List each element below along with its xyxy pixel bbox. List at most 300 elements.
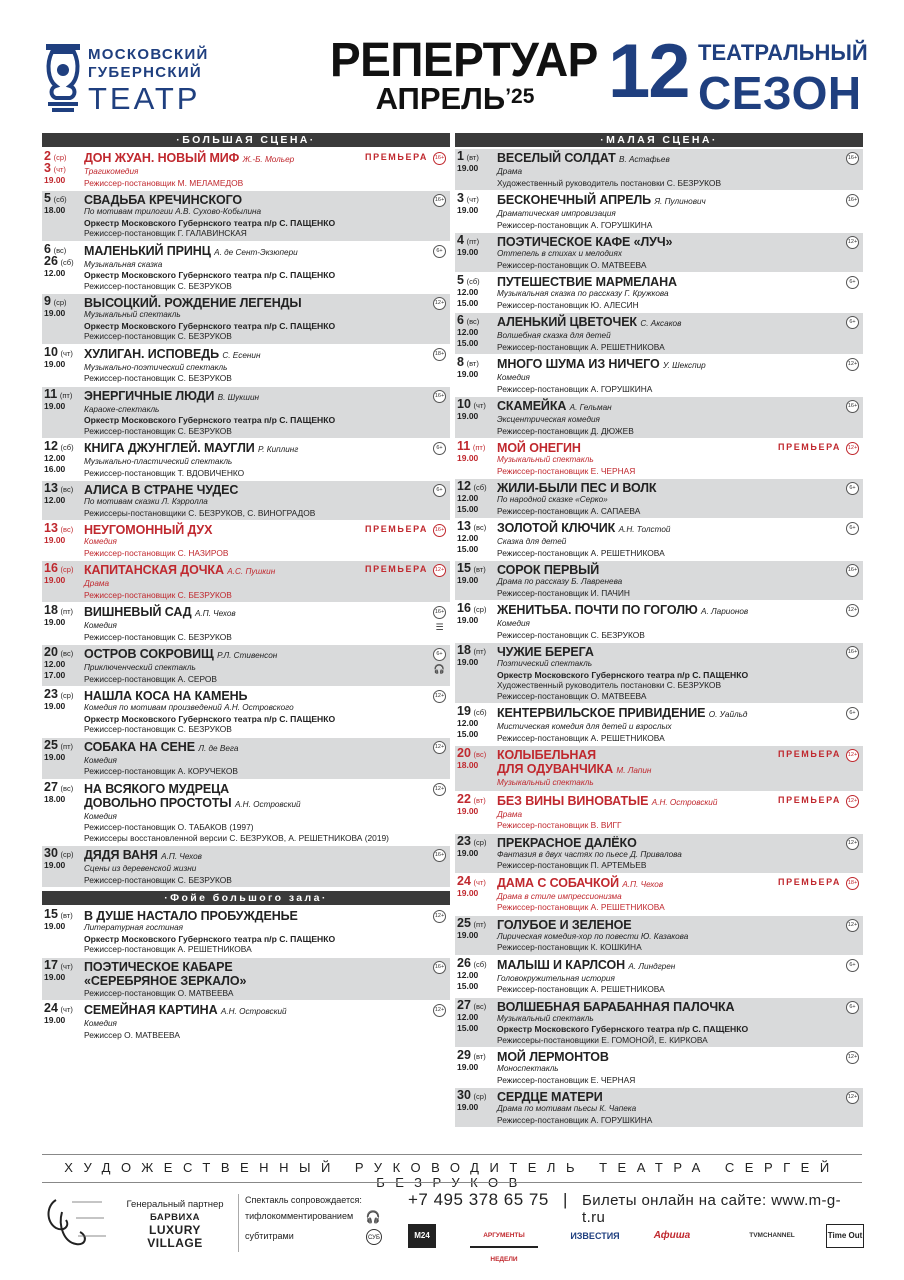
premiere-badge: ПРЕМЬЕРА — [365, 152, 428, 162]
event-date — [457, 315, 497, 327]
event-weekday: (ср) — [473, 605, 487, 614]
event-row[interactable] — [455, 956, 863, 998]
event-genre: Волшебная сказка для детей — [497, 331, 611, 340]
age-rating-badge: 12+ — [433, 564, 446, 577]
event-credit: Режиссер-постановщик Е. ЧЕРНАЯ — [497, 465, 636, 476]
event-title-text: ВОЛШЕБНАЯ БАРАБАННАЯ ПАЛОЧКА — [497, 999, 735, 1014]
event-title — [497, 706, 863, 722]
event-title — [84, 689, 450, 703]
event-day: 6 — [457, 313, 464, 327]
age-rating-badge: 12+ — [433, 910, 446, 923]
age-rating-badge: 12+ — [846, 358, 859, 371]
event-row[interactable] — [455, 519, 863, 561]
event-genre: Комедия — [84, 755, 117, 765]
event-title-text: МОЙ ЛЕРМОНТОВ — [497, 1050, 609, 1064]
age-rating-badge: 16+ — [433, 390, 446, 403]
event-row[interactable] — [42, 387, 450, 440]
accessibility-info — [238, 1194, 388, 1252]
event-genre: По мотивам сказки Л. Кэрролла — [84, 497, 208, 506]
event-weekday: (чт) — [53, 165, 66, 174]
age-rating-badge: 12+ — [433, 297, 446, 310]
event-row[interactable] — [42, 481, 450, 521]
event-credit: Режиссер-постановщик Ю. АЛЕСИН — [497, 299, 639, 310]
event-date — [457, 235, 497, 247]
event-day: 15 — [457, 561, 471, 575]
event-title-text: ГОЛУБОЕ И ЗЕЛЕНОЕ — [497, 917, 632, 932]
event-title — [497, 563, 863, 577]
event-time: 19.00 — [44, 701, 66, 711]
event-time: 19.00 — [44, 535, 66, 545]
event-date — [457, 997, 497, 1012]
event-day: 22 — [457, 791, 471, 806]
event-genre: Драма по мотивам пьесы К. Чапека — [497, 1104, 637, 1113]
event-time: 12.00 — [457, 287, 479, 297]
event-dates — [457, 193, 497, 216]
event-day: 8 — [457, 355, 464, 369]
event-credit: Режиссер-постановщик А. КОРУЧЕКОВ — [84, 766, 238, 776]
event-title-text: ЖИЛИ-БЫЛИ ПЕС И ВОЛК — [497, 481, 657, 495]
event-weekday: (сб) — [60, 257, 74, 267]
event-credit: Оркестр Московского Губернского театра п/р С. ПАЩЕНКО — [84, 933, 336, 944]
event-date — [44, 344, 84, 359]
event-title-text: НАШЛА КОСА НА КАМЕНЬ — [84, 689, 248, 703]
event-weekday: (вт) — [466, 153, 479, 162]
event-weekday: (вс) — [473, 523, 487, 532]
event-weekday: (вт) — [60, 911, 73, 920]
event-genre: Драма — [497, 809, 523, 819]
event-time: 19.00 — [44, 358, 66, 369]
event-dates — [457, 748, 497, 771]
tvm-channel-logo[interactable]: TVMCHANNEL — [749, 1232, 795, 1239]
general-partner[interactable] — [120, 1198, 230, 1250]
event-title-text: СКАМЕЙКА — [497, 399, 567, 413]
tickets-online — [582, 1192, 864, 1226]
event-row[interactable] — [42, 191, 450, 242]
age-rating-badge: 16+ — [846, 400, 859, 413]
event-row[interactable] — [42, 561, 450, 603]
event-dates — [457, 399, 497, 422]
event-weekday: (сб) — [53, 195, 67, 204]
event-time: 12.00 — [44, 495, 66, 505]
event-credit: Оркестр Московского Губернского театра п/р С. ПАЩЕНКО — [84, 415, 336, 425]
event-genre: Драма в стиле импрессионизма — [497, 891, 622, 901]
event-row[interactable] — [42, 645, 450, 687]
event-day: 5 — [44, 191, 51, 205]
event-title — [497, 836, 863, 850]
event-row[interactable] — [42, 521, 450, 561]
event-dates — [44, 441, 84, 475]
event-date — [457, 748, 497, 760]
event-title-text: АЛИСА В СТРАНЕ ЧУДЕС — [84, 483, 239, 497]
event-title — [84, 740, 450, 756]
event-credit: Режиссер-постановщик С. БЕЗРУКОВ — [84, 373, 232, 383]
tickets-label: Билеты онлайн на сайте: — [582, 1192, 767, 1209]
event-weekday: (ср) — [53, 153, 67, 162]
season-badge — [608, 29, 868, 122]
age-rating-badge: 18+ — [433, 348, 446, 361]
event-credit: Режиссер-постановщик А. РЕШЕТНИКОВА — [497, 341, 665, 352]
event-date — [457, 441, 497, 453]
event-row[interactable] — [455, 191, 863, 233]
subtitles-icon: СУБ — [366, 1229, 382, 1245]
argumenty-logo[interactable]: АРГУМЕНТЫ НЕДЕЛИ — [470, 1224, 538, 1248]
event-weekday: (сб) — [473, 959, 487, 969]
event-dates — [457, 521, 497, 555]
event-row[interactable] — [455, 561, 863, 601]
event-author: А.Н. Островский — [234, 799, 301, 809]
age-rating-badge: 16+ — [433, 849, 446, 862]
event-credit: Режиссер-постановщик С. БЕЗРУКОВ — [497, 629, 645, 640]
event-day: 5 — [457, 273, 464, 287]
event-row[interactable] — [455, 397, 863, 439]
event-row[interactable] — [42, 907, 450, 958]
event-weekday: (ср) — [473, 837, 487, 847]
event-time: 15.00 — [457, 298, 479, 308]
event-date — [44, 296, 84, 308]
event-row[interactable] — [42, 738, 450, 780]
event-weekday: (пт) — [60, 607, 74, 616]
event-dates — [44, 241, 84, 279]
event-date — [44, 848, 84, 860]
event-credit: Оркестр Московского Губернского театра п/р С. ПАЩЕНКО — [497, 1024, 749, 1034]
event-author: А. Гельман — [569, 403, 612, 412]
event-title — [497, 357, 863, 373]
section-foyer: ·Фойе большого зала· — [42, 891, 450, 905]
event-weekday: (сб) — [60, 443, 74, 452]
event-date — [457, 1050, 497, 1062]
event-author: А. Ларионов — [701, 607, 749, 616]
event-row[interactable] — [455, 273, 863, 313]
event-author: Я. Пулинович — [654, 197, 706, 206]
event-dates — [44, 563, 84, 586]
event-genre: Комедия — [497, 373, 530, 382]
event-date — [457, 563, 497, 575]
event-title — [84, 483, 450, 497]
event-title — [497, 1050, 863, 1064]
event-credit: Оркестр Московского Губернского театра п/р С. ПАЩЕНКО — [84, 217, 336, 228]
event-title-text: ПОЭТИЧЕСКОЕ КАБАРЕ — [84, 959, 233, 974]
event-time: 12.00 — [457, 327, 479, 337]
event-title-text: ПОЭТИЧЕСКОЕ КАФЕ «ЛУЧ» — [497, 235, 673, 249]
event-date — [457, 521, 497, 533]
m24-logo[interactable]: M24 — [408, 1224, 436, 1248]
event-time: 19.00 — [457, 1102, 479, 1112]
repertoire-title — [330, 31, 598, 116]
event-credit: Режиссер-постановщик П. АРТЕМЬЕВ — [497, 860, 647, 870]
event-genre: Моноспектакль — [497, 1064, 559, 1073]
event-dates — [457, 315, 497, 349]
event-row[interactable] — [42, 149, 450, 191]
event-row[interactable] — [455, 439, 863, 479]
event-genre: Трагикомедия — [84, 167, 139, 176]
event-row[interactable] — [42, 345, 450, 387]
event-weekday: (чт) — [473, 401, 486, 410]
event-row[interactable] — [455, 998, 863, 1049]
event-time: 15.00 — [457, 338, 479, 348]
footer-separator: | — [563, 1190, 568, 1209]
event-author: В. Астафьев — [619, 155, 670, 164]
event-author: Л. де Вега — [198, 743, 239, 753]
event-weekday: (сб) — [466, 277, 480, 286]
event-title-text: МНОГО ШУМА ИЗ НИЧЕГО — [497, 357, 660, 371]
event-row[interactable] — [455, 149, 863, 191]
event-day: 12 — [44, 439, 58, 453]
event-row[interactable] — [455, 233, 863, 273]
event-genre: Музыкальный спектакль — [497, 455, 594, 464]
event-genre: Комедия — [84, 537, 117, 546]
event-author: А.Н. Толстой — [618, 525, 671, 534]
age-rating-badge: 12+ — [846, 795, 859, 808]
event-time: 19.00 — [457, 805, 479, 816]
event-title — [497, 603, 863, 619]
event-dates — [44, 523, 84, 546]
month-label: АПРЕЛЬ — [375, 81, 506, 116]
premiere-badge: ПРЕМЬЕРА — [778, 749, 841, 759]
event-title-text: СОРОК ПЕРВЫЙ — [497, 563, 600, 577]
event-title — [497, 1090, 863, 1104]
event-day: 6 — [44, 241, 51, 256]
event-date — [44, 957, 84, 972]
event-dates — [44, 386, 84, 412]
event-row[interactable] — [42, 294, 450, 345]
event-author: А.С. Пушкин — [227, 567, 276, 576]
event-credit: Режиссер-постановщик А. РЕШЕТНИКОВА — [84, 944, 252, 954]
event-row[interactable] — [42, 958, 450, 1002]
event-row[interactable] — [455, 746, 863, 792]
event-dates — [44, 296, 84, 319]
event-time: 19.00 — [44, 175, 66, 185]
section-big-stage: ·БОЛЬШАЯ СЦЕНА· — [42, 133, 450, 147]
event-row[interactable] — [455, 1088, 863, 1128]
event-day: 26 — [457, 955, 471, 970]
age-rating-badge: 6+ — [433, 648, 446, 661]
event-genre: Музыкальный спектакль — [497, 1013, 594, 1023]
event-dates — [457, 1050, 497, 1073]
event-day: 26 — [44, 253, 58, 268]
event-credit: Режиссер-постановщик С. БЕЗРУКОВ — [84, 631, 232, 642]
izvestia-logo[interactable]: ИЗВЕСТИЯ — [570, 1231, 620, 1241]
site-link[interactable]: www.m-g-t.ru — [582, 1192, 842, 1226]
event-title-text: СЕМЕЙНАЯ КАРТИНА — [84, 1003, 218, 1017]
event-time: 18.00 — [457, 760, 479, 770]
event-title-text: НА ВСЯКОГО МУДРЕЦА — [84, 781, 230, 796]
event-author: Р.Л. Стивенсон — [217, 651, 278, 660]
event-credit: Режиссер-постановщик А. РЕШЕТНИКОВА — [497, 902, 665, 912]
event-title-text: ЗОЛОТОЙ КЛЮЧИК — [497, 521, 616, 535]
subtitles-label: субтитрами — [245, 1231, 294, 1241]
event-weekday: (чт) — [473, 877, 486, 887]
event-row[interactable] — [455, 916, 863, 956]
event-credit: Режиссер-постановщик Т. ВДОВИЧЕНКО — [84, 467, 245, 478]
event-title-text: МОЙ ОНЕГИН — [497, 441, 581, 455]
event-dates — [44, 848, 84, 871]
right-column — [455, 133, 863, 1128]
event-credit: Режиссер-постановщик А. ГОРУШКИНА — [497, 383, 653, 394]
event-row[interactable] — [455, 874, 863, 916]
event-row[interactable] — [455, 313, 863, 355]
age-rating-badge: 16+ — [846, 564, 859, 577]
event-date — [44, 483, 84, 495]
age-rating-badge: 12+ — [433, 783, 446, 796]
event-time: 12.00 — [457, 969, 479, 980]
event-day: 27 — [44, 779, 58, 794]
event-time: 19.00 — [457, 1062, 479, 1072]
event-row[interactable] — [455, 643, 863, 704]
event-date — [44, 605, 84, 617]
event-day: 25 — [44, 737, 58, 752]
event-day: 9 — [44, 294, 51, 308]
event-title-text: КЕНТЕРВИЛЬСКОЕ ПРИВИДЕНИЕ — [497, 706, 706, 720]
premiere-badge: ПРЕМЬЕРА — [365, 564, 428, 574]
event-row[interactable] — [455, 792, 863, 834]
event-day: 30 — [457, 1088, 471, 1102]
event-date — [44, 253, 84, 268]
event-row[interactable] — [42, 242, 450, 295]
event-row[interactable] — [455, 704, 863, 746]
age-rating-badge: 16+ — [433, 152, 446, 165]
event-genre: Музыкальный спектакль — [497, 778, 594, 787]
event-dates — [44, 909, 84, 932]
event-row[interactable] — [455, 601, 863, 643]
headphones-icon: 🎧 — [433, 664, 446, 674]
event-row[interactable] — [455, 479, 863, 519]
year-label: ’25 — [505, 85, 535, 108]
bezrukov-fund-logo-icon[interactable] — [42, 1192, 112, 1252]
event-title — [497, 399, 863, 415]
age-rating-badge: 6+ — [846, 522, 859, 535]
event-dates — [457, 481, 497, 515]
event-title-text: КОЛЫБЕЛЬНАЯ — [497, 748, 597, 762]
time-out-logo[interactable]: Time Out — [826, 1224, 864, 1248]
event-dates — [44, 1003, 84, 1026]
event-credit: Режиссер-постановщик А. РЕШЕТНИКОВА — [497, 547, 665, 558]
event-row[interactable] — [42, 439, 450, 481]
event-dates — [44, 151, 84, 186]
age-rating-badge: 12+ — [846, 442, 859, 455]
age-rating-badge: 6+ — [846, 1001, 859, 1014]
event-credit: Режиссер-постановщик С. БЕЗРУКОВ — [84, 331, 232, 341]
event-genre: Комедия — [84, 811, 117, 821]
event-author: А.Н. Островский — [651, 797, 718, 807]
event-row[interactable] — [42, 780, 450, 847]
event-genre: Мистическая комедия для детей и взрослых — [497, 722, 672, 731]
big-stage-list — [42, 149, 450, 888]
tiflo-label: тифлокомментированием — [245, 1211, 354, 1221]
event-dates — [457, 873, 497, 899]
event-author: В. Шукшин — [217, 392, 260, 402]
event-day: 11 — [44, 386, 58, 401]
event-credit: Режиссер-постановщик О. МАТВЕЕВА — [497, 259, 647, 270]
event-time: 12.00 — [457, 533, 479, 543]
event-weekday: (вт) — [466, 359, 479, 368]
event-day: 24 — [44, 1001, 58, 1015]
event-weekday: (вс) — [60, 649, 74, 658]
event-date — [457, 399, 497, 411]
event-date — [44, 779, 84, 794]
theatre-logo[interactable] — [40, 42, 240, 122]
event-day: 23 — [44, 687, 58, 701]
event-day: 16 — [44, 561, 58, 575]
event-row[interactable] — [42, 846, 450, 888]
event-day: 19 — [457, 704, 471, 718]
event-genre: Драма по рассказу Б. Лавренева — [497, 577, 623, 586]
event-title-text: ВЫСОЦКИЙ. РОЖДЕНИЕ ЛЕГЕНДЫ — [84, 296, 302, 310]
event-day: 15 — [44, 907, 58, 921]
event-row[interactable] — [455, 834, 863, 874]
event-dates — [457, 357, 497, 380]
event-genre: Музыкальная сказка — [84, 259, 163, 269]
event-title-text: БЕЗ ВИНЫ ВИНОВАТЫЕ — [497, 793, 649, 808]
event-weekday: (вс) — [60, 485, 74, 494]
event-author: О. Уайльд — [708, 710, 748, 719]
event-weekday: (вт) — [473, 565, 486, 574]
event-credit: Режиссер-постановщик К. КОШКИНА — [497, 942, 642, 952]
event-date — [44, 689, 84, 701]
event-date — [44, 647, 84, 659]
event-weekday: (ср) — [60, 850, 74, 859]
event-time: 12.00 — [457, 718, 479, 728]
event-day: 30 — [44, 846, 58, 860]
event-row[interactable] — [42, 1001, 450, 1043]
event-title-text: ЖЕНИТЬБА. ПОЧТИ ПО ГОГОЛЮ — [497, 603, 698, 617]
event-row[interactable] — [455, 1048, 863, 1088]
event-weekday: (пт) — [466, 237, 480, 246]
event-day: 29 — [457, 1048, 471, 1062]
event-title — [497, 521, 863, 537]
event-weekday: (вс) — [473, 1001, 487, 1011]
event-title-text: ХУЛИГАН. ИСПОВЕДЬ — [84, 346, 219, 361]
phone-number[interactable]: +7 495 378 65 75 — [408, 1190, 549, 1209]
event-weekday: (пт) — [60, 741, 74, 751]
event-credit: Режиссер-постановщик А. СЕРОВ — [84, 673, 217, 684]
age-rating-badge: 12+ — [846, 837, 859, 850]
event-title-text: «СЕРЕБРЯНОЕ ЗЕРКАЛО» — [84, 973, 247, 988]
event-time: 19.00 — [457, 247, 479, 257]
event-row[interactable] — [42, 687, 450, 738]
event-day: 24 — [457, 873, 471, 888]
event-day: 27 — [457, 997, 471, 1012]
event-time: 16.00 — [44, 464, 66, 474]
event-title-text: ПРЕКРАСНОЕ ДАЛЁКО — [497, 835, 637, 850]
event-date — [44, 1003, 84, 1015]
event-title-text: ДОВОЛЬНО ПРОСТОТЫ — [84, 795, 232, 810]
event-title — [84, 389, 450, 405]
event-author: У. Шекспир — [662, 361, 706, 370]
event-genre: Лирическая комедия-хор по повести Ю. Казакова — [497, 931, 689, 941]
event-genre: Комедия — [84, 1019, 117, 1028]
event-row[interactable] — [455, 355, 863, 397]
event-day: 13 — [44, 521, 58, 535]
event-weekday: (сб) — [473, 708, 487, 717]
age-rating-badge: 6+ — [846, 482, 859, 495]
afisha-logo[interactable]: Афиша — [653, 1230, 691, 1241]
event-title-text: МАЛЕНЬКИЙ ПРИНЦ — [84, 243, 211, 258]
event-date — [44, 193, 84, 205]
event-author: С. Есенин — [222, 350, 261, 360]
event-row[interactable] — [42, 603, 450, 645]
event-dates — [457, 235, 497, 258]
event-dates — [457, 997, 497, 1034]
event-date — [457, 603, 497, 615]
event-title — [84, 193, 450, 207]
logo-line-1: МОСКОВСКИЙ — [88, 46, 209, 63]
event-date — [457, 955, 497, 970]
event-credit: Режиссер-постановщик А. САПАЕВА — [497, 505, 641, 516]
event-day: 23 — [457, 833, 471, 848]
event-credit: Режиссер-постановщик О. МАТВЕЕВА — [84, 987, 234, 998]
event-weekday: (пт) — [473, 647, 487, 656]
age-rating-badge: 6+ — [433, 245, 446, 258]
